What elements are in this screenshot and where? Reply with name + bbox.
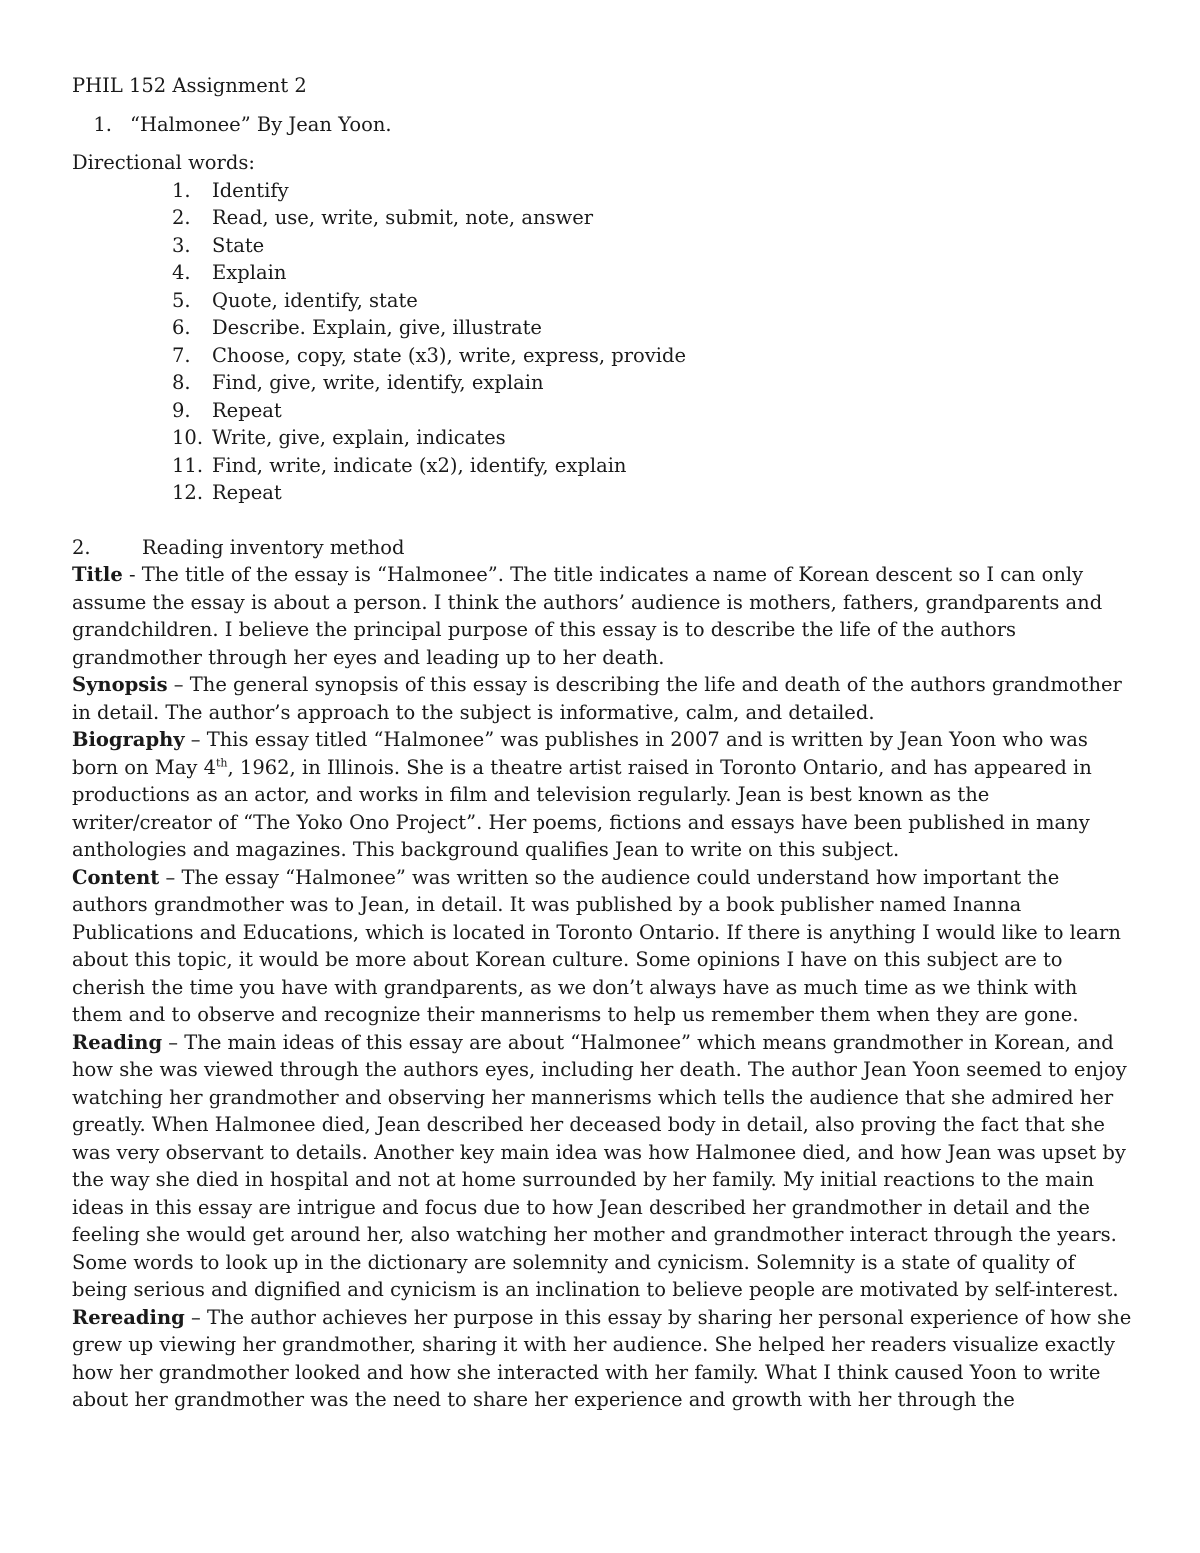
- biography-body-b: , 1962, in Illinois. She is a theatre artist raised in Toronto Ontario, and has appeared in productions as an actor, and works in film and television regularly. Jean is best known as the writer/creator of “The Yoko Ono Project”. Her poems, fictions and essays have been published in many anthologies and magazines. This background qualifies Jean to write on this subject.: [72, 755, 1092, 861]
- title-body: - The title of the essay is “Halmonee”. The title indicates a name of Korean descent so I can only assume the essay is about a person. I think the authors’ audience is mothers, fathers, grandparents and grandchildren. I believe the principal purpose of this essay is to describe the life of the authors grandmother through her eyes and leading up to her death.: [72, 563, 1103, 669]
- rereading-label: Rereading: [72, 1305, 185, 1329]
- list-number: 7.: [172, 343, 191, 367]
- list-item: [72, 232, 1132, 260]
- list-text: Explain: [212, 261, 287, 284]
- list-item: [72, 479, 1132, 507]
- list-number: 1.: [93, 112, 112, 136]
- list-text: Find, give, write, identify, explain: [212, 371, 544, 394]
- list-item: [72, 204, 1132, 232]
- list-item: [72, 111, 1132, 139]
- title-label: Title: [72, 563, 123, 586]
- list-number: 2.: [172, 206, 191, 229]
- list-number: 3.: [172, 233, 191, 257]
- section-number: 2.: [72, 535, 91, 559]
- list-number: 8.: [172, 371, 191, 394]
- directional-words-label: Directional words:: [72, 151, 255, 174]
- synopsis-body: – The general synopsis of this essay is describing the life and death of the authors grandmother in detail. The author’s approach to the subject is informative, calm, and detailed.: [72, 673, 1122, 724]
- biography-body-a: – This essay titled “Halmonee” was publishes in 2007 and is written by Jean Yoon who was born on May 4: [72, 728, 1088, 779]
- list-number: 5.: [172, 288, 191, 312]
- essay-reference: “Halmonee” By Jean Yoon.: [130, 112, 392, 136]
- document-title: PHIL 152 Assignment 2: [72, 74, 307, 97]
- list-text: Repeat: [212, 398, 282, 422]
- list-text: Repeat: [212, 481, 282, 504]
- numbered-list-main: [72, 111, 1132, 139]
- content-body: – The essay “Halmonee” was written so the audience could understand how important the authors grandmother was to Jean, in detail. It was published by a book publisher named Inanna Publications and Educations, which is located in Toronto Ontario. If there is anything I would like to learn about this topic, it would be more about Korean culture. Some opinions I have on this subject are to cherish the time you have with grandparents, as we don’t always have as much time as we think with them and to observe and recognize their mannerisms to help us remember them when they are gone.: [72, 865, 1121, 1026]
- list-number: 6.: [172, 316, 191, 339]
- list-text: Write, give, explain, indicates: [212, 426, 506, 449]
- document-page: [72, 72, 1132, 1414]
- list-item: [72, 397, 1132, 425]
- section-title: Reading inventory method: [142, 535, 405, 559]
- list-item: [72, 259, 1132, 287]
- section-heading: [72, 534, 1132, 562]
- list-text: State: [212, 233, 265, 257]
- list-number: 11.: [172, 453, 204, 477]
- synopsis-label: Synopsis: [72, 673, 168, 696]
- reading-label: Reading: [72, 1030, 163, 1054]
- biography-label: Biography: [72, 728, 185, 751]
- rereading-paragraph: [72, 1304, 1132, 1414]
- list-number: 12.: [172, 481, 204, 504]
- content-paragraph: [72, 864, 1132, 1029]
- biography-paragraph: [72, 726, 1132, 864]
- title-paragraph: [72, 561, 1132, 671]
- ordinal-suffix: th: [216, 756, 228, 769]
- list-item: [72, 452, 1132, 480]
- list-item: [72, 314, 1132, 342]
- rereading-body: – The author achieves her purpose in this essay by sharing her personal experience of how she grew up viewing her grandmother, sharing it with her audience. She helped her readers visualize exactly how her grandmother looked and how she interacted with her family. What I think caused Yoon to write about her grandmother was the need to share her experience and growth with her through the: [72, 1305, 1132, 1411]
- list-text: Choose, copy, state (x3), write, express, provide: [212, 343, 687, 367]
- list-text: Describe. Explain, give, illustrate: [212, 316, 542, 339]
- directional-words-list: [72, 177, 1132, 507]
- list-item: [72, 342, 1132, 370]
- list-text: Quote, identify, state: [212, 288, 418, 312]
- content-label: Content: [72, 865, 160, 889]
- list-number: 1.: [172, 178, 191, 202]
- synopsis-paragraph: [72, 671, 1132, 726]
- list-number: 4.: [172, 261, 191, 284]
- list-number: 10.: [172, 426, 204, 449]
- list-item: [72, 369, 1132, 397]
- list-text: Find, write, indicate (x2), identify, explain: [212, 453, 627, 477]
- list-item: [72, 287, 1132, 315]
- list-text: Identify: [212, 178, 289, 202]
- reading-paragraph: [72, 1029, 1132, 1304]
- list-number: 9.: [172, 398, 191, 422]
- reading-body: – The main ideas of this essay are about “Halmonee” which means grandmother in Korean, and how she was viewed through the authors eyes, including her death. The author Jean Yoon seemed to enjoy watching her grandmother and observing her mannerisms which tells the audience that she admired her greatly. When Halmonee died, Jean described her deceased body in detail, also proving the fact that she was very observant to details. Another key main idea was how Halmonee died, and how Jean was upset by the way she died in hospital and not at home surrounded by her family. My initial reactions to the main ideas in this essay are intrigue and focus due to how Jean described her grandmother in detail and the feeling she would get around her, also watching her mother and grandmother interact through the years. Some words to look up in the dictionary are solemnity and cynicism. Solemnity is a state of quality of being serious and dignified and cynicism is an inclination to believe people are motivated by self-interest.: [72, 1030, 1127, 1301]
- list-item: [72, 424, 1132, 452]
- list-text: Read, use, write, submit, note, answer: [212, 206, 594, 229]
- list-item: [72, 177, 1132, 205]
